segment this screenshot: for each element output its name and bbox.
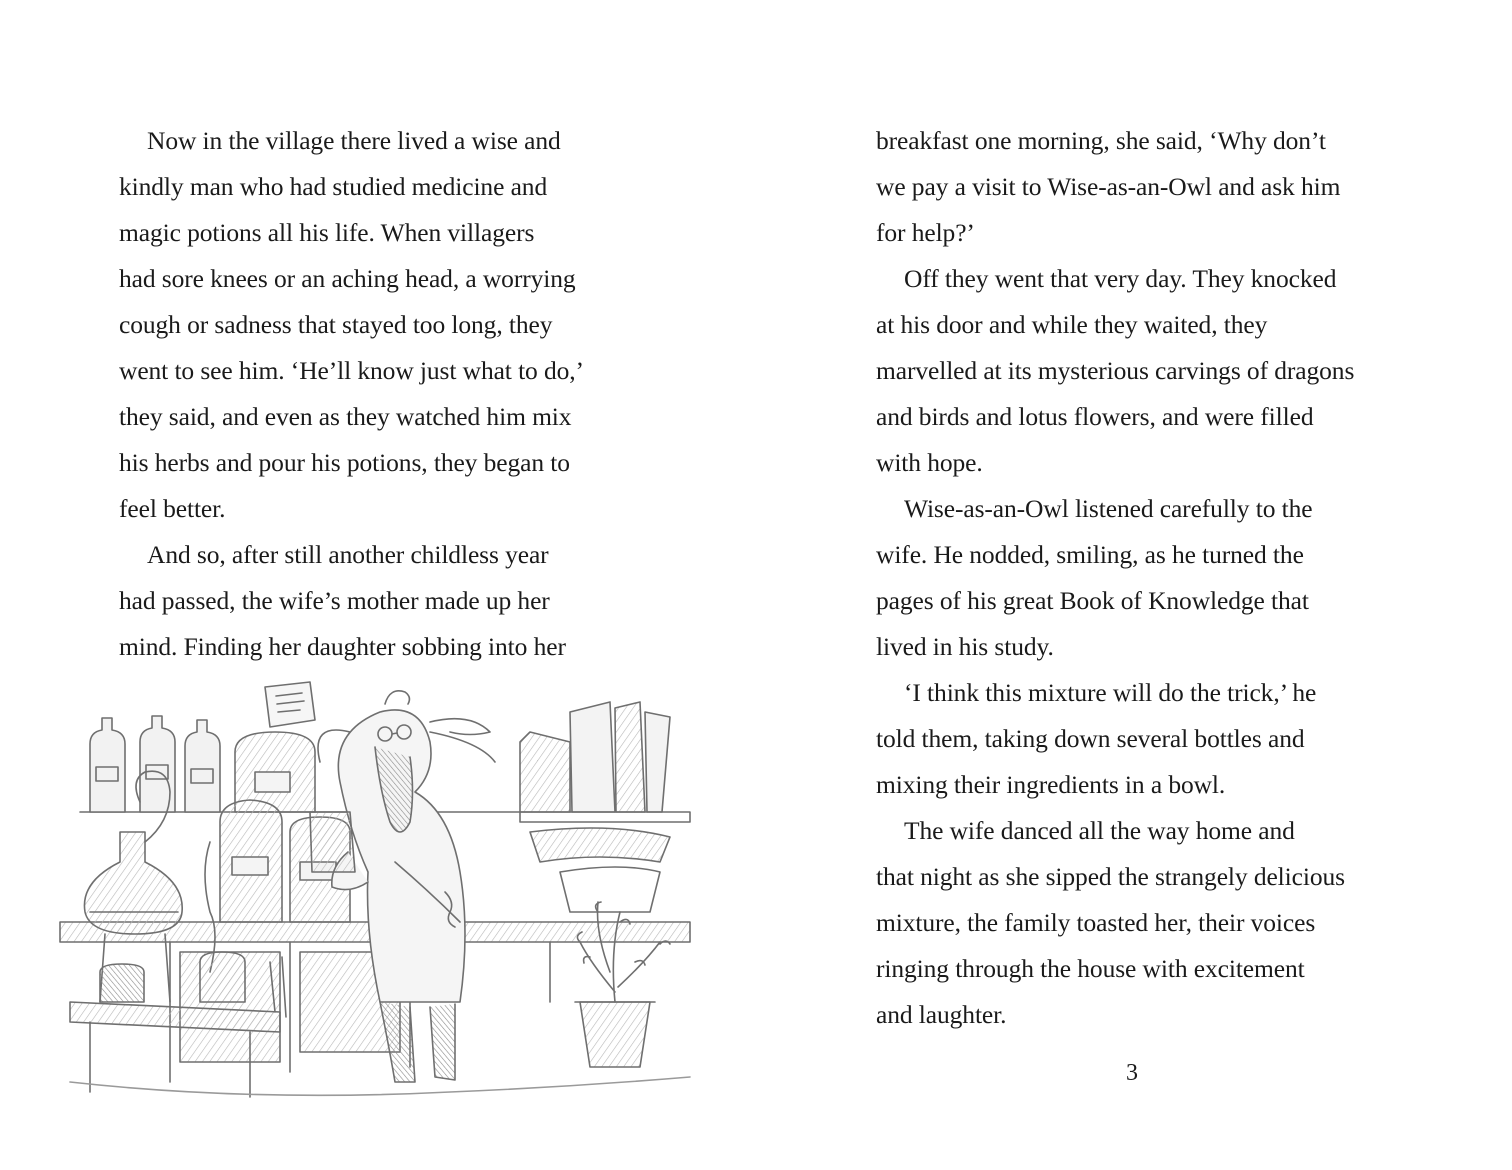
bottle-row	[90, 716, 220, 812]
text-line: marvelled at its mysterious carvings of dragons	[876, 356, 1355, 385]
text-line: had passed, the wife’s mother made up her	[119, 586, 550, 615]
text-line: And so, after still another childless year	[147, 540, 549, 569]
pencil-sketch	[50, 672, 710, 1112]
text-line: with hope.	[876, 448, 983, 477]
text-line: his herbs and pour his potions, they began to	[119, 448, 570, 477]
books-shelf	[520, 702, 690, 912]
text-line: that night as she sipped the strangely delicious	[876, 862, 1345, 891]
text-line: at his door and while they waited, they	[876, 310, 1268, 339]
right-page	[756, 0, 1512, 1170]
text-line: lived in his study.	[876, 632, 1054, 661]
text-line: wife. He nodded, smiling, as he turned the	[876, 540, 1304, 569]
right-page-text	[876, 118, 1416, 1038]
left-page-text	[119, 118, 639, 670]
text-line: we pay a visit to Wise-as-an-Owl and ask him	[876, 172, 1341, 201]
text-line: The wife danced all the way home and	[904, 816, 1295, 845]
text-line: Wise-as-an-Owl listened carefully to the	[904, 494, 1313, 523]
text-line: mixture, the family toasted her, their voices	[876, 908, 1316, 937]
text-line: and birds and lotus flowers, and were filled	[876, 402, 1314, 431]
text-line: Now in the village there lived a wise and	[147, 126, 561, 155]
text-line: breakfast one morning, she said, ‘Why don’t	[876, 126, 1326, 155]
page-number: 3	[1126, 1060, 1138, 1086]
text-line: kindly man who had studied medicine and	[119, 172, 548, 201]
text-line: went to see him. ‘He’ll know just what to do,’	[119, 356, 584, 385]
text-line: magic potions all his life. When villagers	[119, 218, 535, 247]
text-line: cough or sadness that stayed too long, they	[119, 310, 553, 339]
text-line: feel better.	[119, 494, 226, 523]
wise-man-illustration	[50, 672, 710, 1112]
text-line: for help?’	[876, 218, 975, 247]
text-line: they said, and even as they watched him mix	[119, 402, 572, 431]
text-line: had sore knees or an aching head, a worrying	[119, 264, 576, 293]
text-line: mind. Finding her daughter sobbing into her	[119, 632, 566, 661]
text-line: Off they went that very day. They knocked	[904, 264, 1337, 293]
text-line: ‘I think this mixture will do the trick,’ he	[904, 678, 1317, 707]
text-line: mixing their ingredients in a bowl.	[876, 770, 1226, 799]
text-line: told them, taking down several bottles and	[876, 724, 1305, 753]
text-line: ringing through the house with excitement	[876, 954, 1305, 983]
text-line: and laughter.	[876, 1000, 1007, 1029]
text-line: pages of his great Book of Knowledge that	[876, 586, 1309, 615]
